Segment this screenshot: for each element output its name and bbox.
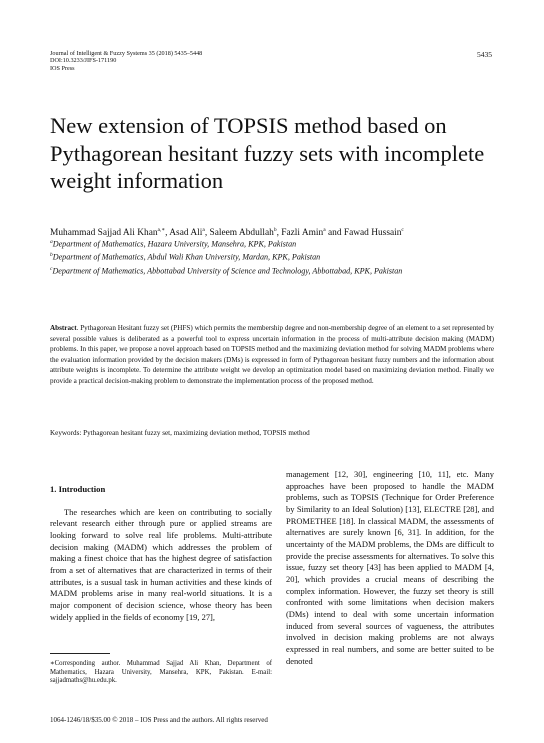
author-affiliation-mark: a [202,227,205,233]
footnote-rule [50,653,110,654]
affiliation-text: Department of Mathematics, Abbottabad University of Science and Technology, Abbottabad, KPK, Pakistan [52,266,403,276]
affiliation-text: Department of Mathematics, Hazara University, Mansehra, KPK, Pakistan [52,239,297,249]
affiliation-mark: a [50,239,53,245]
section-heading: 1. Introduction [50,484,106,494]
abstract-label: Abstract [50,324,77,332]
doi: DOI:10.3233/JIFS-171190 [50,57,117,65]
author-affiliation-mark: b [273,227,277,233]
right-column [286,469,494,667]
affiliation [50,237,520,250]
intro-paragraph-left: The researches which are keen on contributing to socially relevant research either through pure or applied streams are looking forward to solve real life problems. Multi-attribute decision making (MADM) which addresses the problem of making a finest choice that has the highest degree of satisfaction from a set of alternatives that are characterized in terms of their attributes, is a susual task in human activities and these kinds of MADM problems arise in many real-world situations. It is a major component of decision science, whose theory has been widely applied in the fields of economy [19, 27], [50,506,272,622]
author-separator: , [276,228,282,239]
affiliation-mark: b [50,252,53,259]
affiliation-text: Department of Mathematics, Abdul Wali Khan University, Mardan, KPK, Pakistan [52,252,321,262]
author-name: Saleem Abdullah [209,228,274,239]
author-affiliation-mark: a [323,227,326,233]
author-name: Muhammad Sajjad Ali Khan [50,228,158,239]
intro-paragraph-right: management [12, 30], engineering [10, 11], etc. Many approaches have been proposed to handle the MADM problems, such as TOPSIS (Technique for Order Preference by Similarity to an Ideal Solution) [13], ELECTRE [28], and PROMETHEE [18]. In classical MADM, the assessments of alternatives are surely known [6, 31]. In addition, for the uncertainty of the MADM problems, the DMs are difficult to provide the precise assessments for alternatives. To solve this issue, fuzzy set theory [43] has been applied to MADM [4, 20], which provides a crucial means of describing the complex information. However, the fuzzy set theory is still confronted with some limitations when decision makers (DMs) intend to deal with some uncertain information induced from several sources of vagueness, the attributes involved in decision making problems are not always expressed in real numbers, and some are better suited to be denoted [286,469,494,666]
journal-header [50,50,202,72]
keywords: Keywords: Pythagorean hesitant fuzzy set, maximizing deviation method, TOPSIS method [50,429,310,437]
paper-title: New extension of TOPSIS method based on Pythagorean hesitant fuzzy sets with incomplete weight information [50,113,485,193]
affiliation-mark: c [50,265,53,272]
footnote: ∗Corresponding author. Muhammad Sajjad Ali Khan, Department of Mathematics, Hazara University, Mansehra, KPK, Pakistan. E-mail: sajjadmaths@hu.edu.pk. [50,660,272,685]
author-separator: , [204,228,210,239]
author-name: Fawad Hussain [343,228,402,239]
author-affiliation-mark: a,∗ [157,227,166,233]
journal-citation: Journal of Intelligent & Fuzzy Systems 35 (2018) 5435–5448 [50,50,203,57]
page-number: 5435 [477,50,492,59]
copyright-footer: 1064-1246/18/$35.00 © 2018 – IOS Press and the authors. All rights reserved [50,716,268,724]
abstract-text: . Pythagorean Hesitant fuzzy set (PHFS) which permits the membership degree and non-membership degree of an element to a set represented by several possible values is deliberated as a powerful tool to express uncertain information in the process of multi-attribute decision making (MADM) problems. In this paper, we propose a novel approach based on TOPSIS method and the maximizing deviation method for solving MADM problems where the evaluation information provided by the decision makers (DMs) is expressed in form of Pythagorean hesitant fuzzy numbers and the information about attribute weights is incomplete. To determine the attribute weight we develop an optimization model based on maximizing deviation method. Finally we provide a practical decision-making problem to demonstrate the implementation process of the proposed method. [50,324,494,385]
author-separator: and [325,228,344,239]
affiliation [50,264,520,277]
left-column [50,484,272,623]
affiliation [50,250,520,263]
publisher: IOS Press [50,64,75,72]
abstract [50,323,494,386]
author-name: Asad Ali [169,228,203,239]
author-separator: , [165,228,170,239]
author-affiliation-mark: c [401,227,404,233]
author-name: Fazli Amin [281,228,324,239]
affiliation-list [50,237,520,277]
